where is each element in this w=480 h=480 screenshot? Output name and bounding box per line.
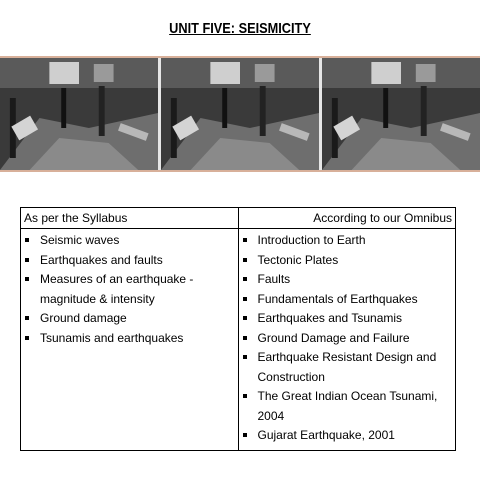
list-item: Measures of an earthquake -	[21, 270, 238, 290]
list-item: Faults	[239, 270, 456, 290]
syllabus-column	[21, 229, 239, 451]
list-item: Tsunamis and earthquakes	[21, 329, 238, 349]
list-item: Earthquakes and Tsunamis	[239, 309, 456, 329]
list-item: Fundamentals of Earthquakes	[239, 290, 456, 310]
syllabus-table	[20, 207, 456, 451]
list-item: Ground damage	[21, 309, 238, 329]
syllabus-list	[21, 231, 238, 348]
list-item: Earthquakes and faults	[21, 251, 238, 271]
list-item: Introduction to Earth	[239, 231, 456, 251]
earthquake-photo-2	[161, 58, 322, 170]
list-item-continuation: magnitude & intensity	[40, 291, 155, 306]
list-item: Seismic waves	[21, 231, 238, 251]
earthquake-photo-3	[322, 58, 480, 170]
list-item: Gujarat Earthquake, 2001	[239, 426, 456, 446]
list-item: The Great Indian Ocean Tsunami, 2004	[239, 387, 456, 426]
omnibus-list	[239, 231, 456, 446]
list-item-continuation: Construction	[257, 369, 325, 384]
omnibus-column	[238, 229, 456, 451]
list-item: Earthquake Resistant Design and	[239, 348, 456, 368]
list-item: Ground Damage and Failure	[239, 329, 456, 349]
slide-title: UNIT FIVE: SEISMICITY	[169, 20, 311, 37]
table-row	[21, 229, 456, 451]
photo-strip	[0, 56, 480, 172]
omnibus-header: According to our Omnibus	[238, 208, 456, 229]
table-header-row	[21, 208, 456, 229]
earthquake-photo-1	[0, 58, 161, 170]
list-item: Tectonic Plates	[239, 251, 456, 271]
syllabus-header: As per the Syllabus	[21, 208, 239, 229]
